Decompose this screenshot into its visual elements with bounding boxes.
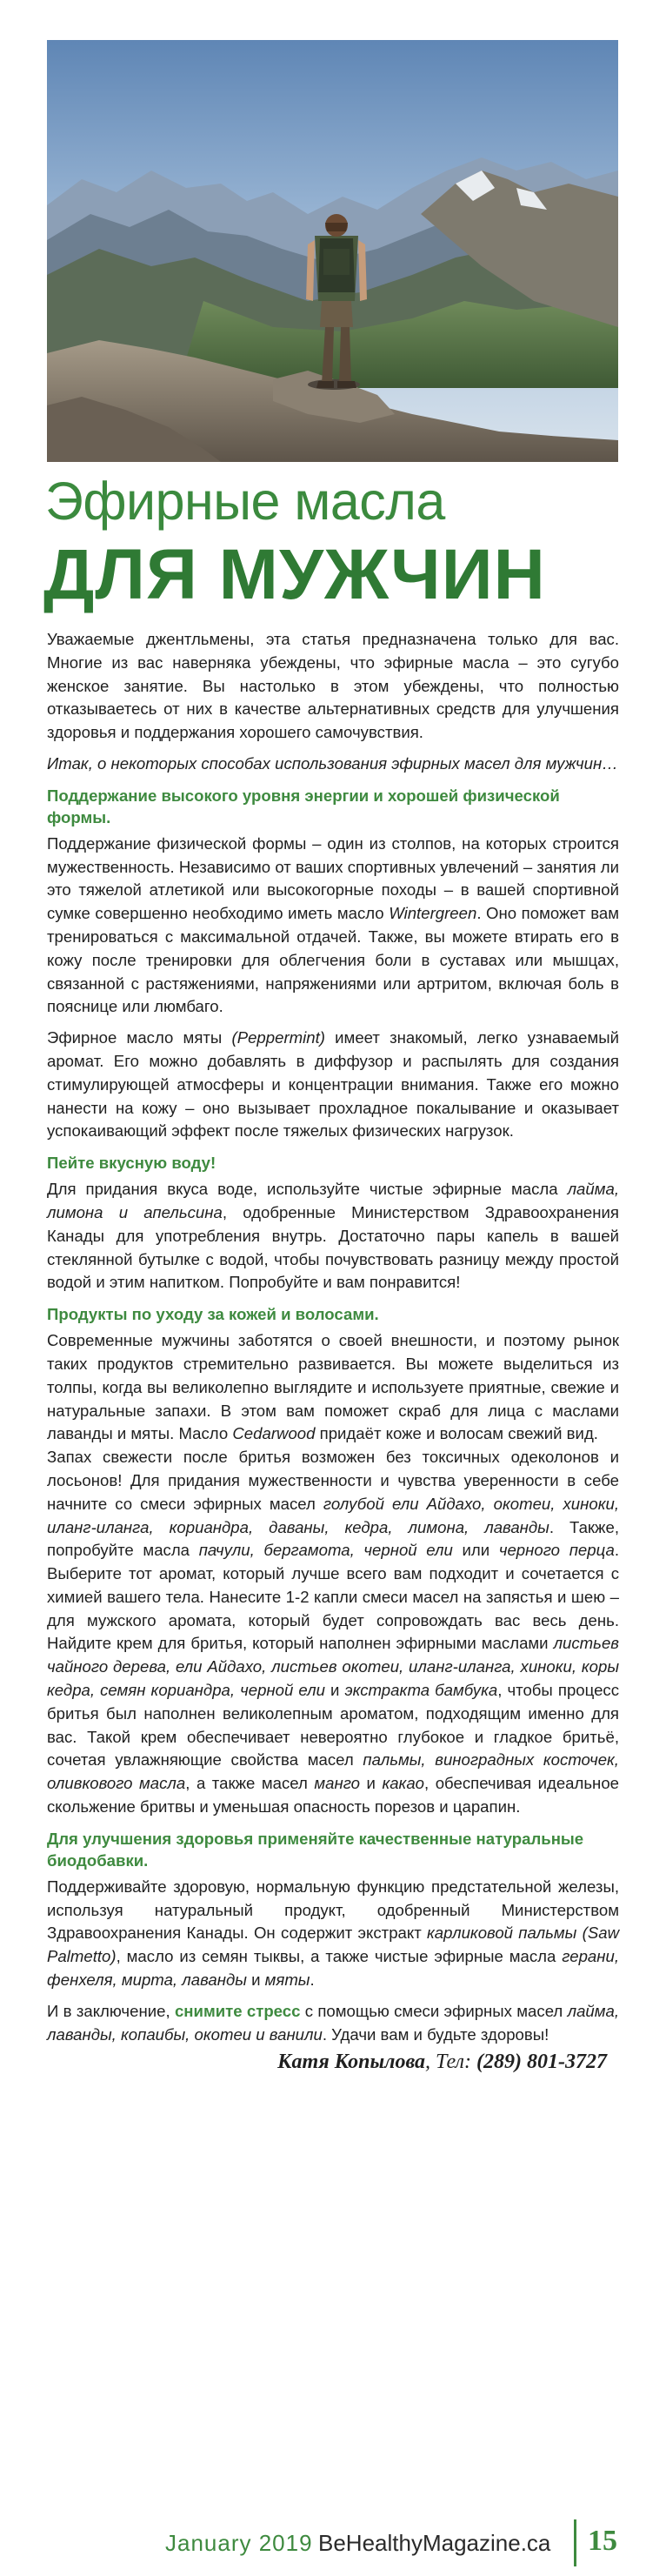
section-heading-water: Пейте вкусную воду! — [47, 1154, 216, 1173]
text-run: и — [360, 1774, 383, 1793]
text-run: и — [324, 1681, 345, 1700]
author-signature — [47, 2048, 607, 2076]
italic-run: голубой ели Айдахо, окотеи, хиноки, иланг-иланга, кориандра, даваны, кедра, лимона, лаванды — [47, 1494, 619, 1536]
section-heading-skin-hair: Продукты по уходу за кожей и волосами. — [47, 1305, 379, 1324]
text-run: или — [452, 1541, 499, 1560]
author-name: Катя Копылова — [277, 2051, 426, 2074]
text-run: . Также, попробуйте масла — [47, 1517, 619, 1560]
text-run: Современные мужчины заботятся о своей внешности, и поэтому рынок таких продуктов стремительно развивается. Вы можете выделиться из толпы, когда вы великолепно выглядите и используете приятные, свежие и натуральные запахи. В этом вам поможет скраб для лица с маслами лаванды и мяты. Масло — [47, 1331, 619, 1443]
skin-paragraph-2 — [47, 1446, 619, 1819]
text-run: , а также масел — [185, 1774, 315, 1793]
highlight-run: снимите стресс — [174, 2001, 301, 2020]
italic-run: листьев чайного дерева, ели Айдахо, листьев окотеи, иланг-иланга, хиноки, коры кедра, семян кориандра, черной ели — [47, 1634, 619, 1700]
text-run: и — [246, 1970, 265, 1990]
text-run: придаёт коже и волосам свежий вид. — [315, 1424, 598, 1443]
text-run: Эфирное масло мяты — [47, 1028, 232, 1047]
section-heading-supplements: Для улучшения здоровья применяйте качественные натуральные биодобавки. — [47, 1829, 584, 1870]
text-run: Для придания вкуса воде, используйте чистые эфирные масла — [47, 1180, 568, 1199]
intro-lead-in: Итак, о некоторых способах использования эфирных масел для мужчин… — [47, 753, 618, 773]
italic-run: Cedarwood — [232, 1424, 316, 1443]
italic-run: (Peppermint) — [231, 1028, 325, 1047]
italic-run: лайма, лимона и апельсина — [47, 1180, 619, 1221]
text-run: , масло из семян тыквы, а также чистые эфирные масла — [116, 1947, 563, 1966]
intro-paragraph: Уважаемые джентльмены, эта статья предназначена только для вас. Многие из вас наверняка убеждены, что эфирные масла – это сугубо женское занятие. Вы настолько в этом убеждены, что полностью отказываетесь от них в качестве альтернативных средств для улучшения здоровья и поддержания хорошего самочувствия. — [47, 630, 619, 742]
italic-run: черного перца — [498, 1541, 615, 1560]
mountain-landscape-image — [47, 40, 618, 462]
text-run: . Удачи вам и будьте здоровы! — [322, 2024, 549, 2044]
italic-run: мяты — [264, 1970, 310, 1990]
text-run: . Выберите тот аромат, который лучше всего вам подходит и сочетается с химией вашего тела. Нанесите 1-2 капли смеси масел на запястья и шею – для мужского аромата, который будет сопровождать вас весь день. Найдите крем для бритья, который наполнен эфирными маслами — [47, 1541, 619, 1653]
article-body — [47, 628, 619, 2076]
page-footer — [165, 2519, 635, 2566]
text-run: , чтобы процесс бритья был наполнен великолепным ароматом, подходящим именно для вас. Такой крем обеспечивает невероятно глубокое и гладкое бритьё, сочетая увлажняющие свойства масел — [47, 1681, 620, 1770]
text-run: . Оно поможет вам тренироваться с максимальной отдачей. Также, вы можете втирать его в кожу после тренировки для облегчения боли в суставах или мышцах, связанной с растяжениями, напряжениями или артритом, включая боль в пояснице или люмбаго. — [47, 904, 619, 1016]
text-run: имеет знакомый, легко узнаваемый аромат. Его можно добавлять в диффузор и распылять для создания стимулирующей атмосферы и концентрации внимания. Также его можно нанести на кожу – оно вызывает прохладное покалывание и оказывает успокаивающий эффект после тяжелых физических нагрузок. — [47, 1028, 620, 1141]
page-number: 15 — [588, 2525, 617, 2557]
closing-paragraph — [47, 2000, 619, 2047]
text-run: Поддержание физической формы – один из столпов, на которых строится мужественность. Независимо от ваших спортивных увлечений – занятия ли это тяжелой атлетикой или высокогорные походы – в вашей спортивной сумке совершенно необходимо иметь масло — [47, 833, 619, 923]
italic-run: какао — [382, 1774, 425, 1793]
text-run: с помощью смеси эфирных масел — [300, 2001, 568, 2020]
italic-run: пачули, бергамота, черной ели — [198, 1541, 453, 1560]
italic-run: экстракта бамбука — [344, 1681, 498, 1700]
text-run: Запах свежести после бритья возможен без токсичных одеколонов и лосьонов! Для придания мужественности и чувства уверенности в себе начните со смеси эфирных масел — [47, 1448, 619, 1513]
supplements-paragraph — [47, 1876, 619, 1992]
italic-run: пальмы, виноградных косточек, оливкового масла — [47, 1750, 619, 1793]
skin-paragraph-1 — [47, 1329, 619, 1446]
italic-run: манго — [314, 1774, 361, 1793]
italic-run: герани, фенхеля, мирта, лаванды — [47, 1947, 619, 1990]
footer-divider — [574, 2519, 576, 2566]
issue-date: January 2019 — [165, 2530, 313, 2556]
text-run: Поддерживайте здоровую, нормальную функцию предстательной железы, используя натуральный продукт, одобренный Министерством Здравоохранения Канады. Он содержит экстракт — [47, 1877, 619, 1943]
text-run: И в заключение, — [47, 2001, 175, 2020]
section-heading-energy: Поддержание высокого уровня энергии и хорошей физической формы. — [47, 786, 560, 826]
title-line-1: Эфирные масла — [45, 472, 445, 531]
text-run: . — [310, 1970, 315, 1990]
author-phone: (289) 801-3727 — [476, 2051, 607, 2074]
italic-run: Wintergreen — [389, 904, 477, 923]
magazine-site: BeHealthyMagazine.ca — [318, 2530, 551, 2556]
italic-run: карликовой пальмы (Saw Palmetto) — [47, 1924, 619, 1966]
hiker-mountain-photo — [47, 40, 618, 462]
text-run: , одобренные Министерством Здравоохранения Канады для употребления внутрь. Достаточно пары капель в вашей стеклянной бутылке с водой, чтобы почувствовать разницу между простой водой и этим напитком. Попробуйте и вам понравится! — [47, 1202, 620, 1292]
italic-run: лайма, лаванды, копаибы, окотеи и ванили — [47, 2001, 620, 2044]
energy-paragraph-2 — [47, 1027, 619, 1143]
energy-paragraph-1 — [47, 833, 619, 1019]
water-paragraph — [47, 1178, 619, 1295]
text-run: , обеспечивая идеальное скольжение бритвы и уменьшая опасность порезов и царапин. — [47, 1774, 619, 1817]
phone-label: , Тел: — [425, 2051, 472, 2074]
title-line-2: ДЛЯ МУЖЧИН — [43, 535, 546, 614]
